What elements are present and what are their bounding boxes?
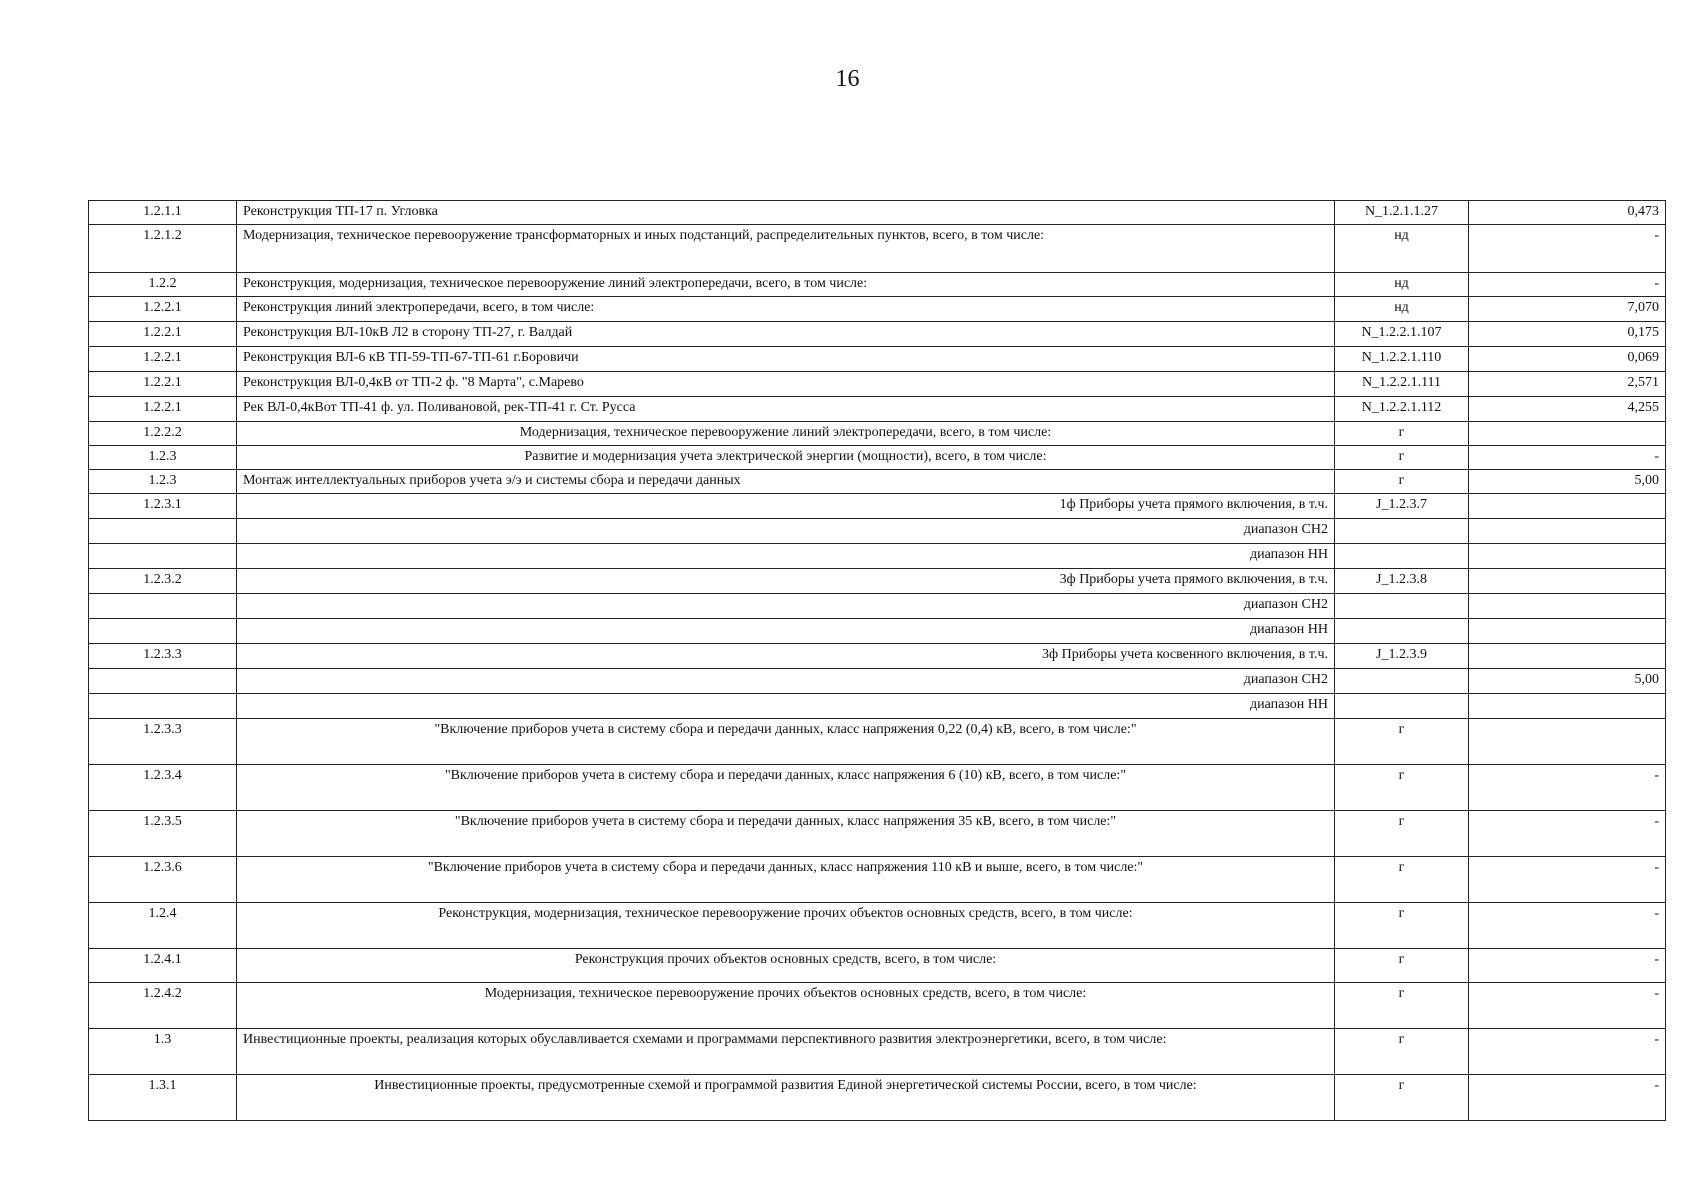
table-row xyxy=(89,1075,1666,1121)
row-name: диапазон НН xyxy=(237,544,1335,569)
row-identifier: г xyxy=(1335,811,1469,857)
row-name: Реконструкция ВЛ-10кВ Л2 в сторону ТП-27, г. Валдай xyxy=(237,322,1335,347)
row-identifier: г xyxy=(1335,470,1469,494)
table-row xyxy=(89,594,1666,619)
row-identifier: нд xyxy=(1335,273,1469,297)
row-identifier: г xyxy=(1335,857,1469,903)
row-code xyxy=(89,594,237,619)
table-row xyxy=(89,1029,1666,1075)
row-value: 4,255 xyxy=(1469,397,1666,422)
row-name: Реконструкция ВЛ-0,4кВ от ТП-2 ф. "8 Марта", с.Марево xyxy=(237,372,1335,397)
table-row xyxy=(89,446,1666,470)
table-row xyxy=(89,397,1666,422)
row-code: 1.2.1.1 xyxy=(89,201,237,225)
row-identifier: J_1.2.3.9 xyxy=(1335,644,1469,669)
row-code: 1.2.2 xyxy=(89,273,237,297)
table-row xyxy=(89,694,1666,719)
row-value: - xyxy=(1469,225,1666,273)
table-row xyxy=(89,201,1666,225)
row-code xyxy=(89,619,237,644)
row-value xyxy=(1469,519,1666,544)
row-value: - xyxy=(1469,765,1666,811)
row-identifier xyxy=(1335,519,1469,544)
row-identifier xyxy=(1335,694,1469,719)
row-code: 1.2.2.1 xyxy=(89,322,237,347)
row-value: 0,175 xyxy=(1469,322,1666,347)
row-code: 1.2.3.1 xyxy=(89,494,237,519)
row-value xyxy=(1469,619,1666,644)
row-code: 1.2.2.1 xyxy=(89,347,237,372)
row-name: "Включение приборов учета в систему сбора и передачи данных, класс напряжения 6 (10) кВ, всего, в том числе:" xyxy=(237,765,1335,811)
row-name: Развитие и модернизация учета электрической энергии (мощности), всего, в том числе: xyxy=(237,446,1335,470)
table-row xyxy=(89,857,1666,903)
table-row xyxy=(89,422,1666,446)
row-identifier: г xyxy=(1335,422,1469,446)
row-value xyxy=(1469,569,1666,594)
page-number: 16 xyxy=(835,66,860,92)
row-name: диапазон СН2 xyxy=(237,594,1335,619)
row-value: - xyxy=(1469,811,1666,857)
row-code: 1.2.3.3 xyxy=(89,719,237,765)
row-identifier: г xyxy=(1335,1075,1469,1121)
row-code: 1.2.3 xyxy=(89,470,237,494)
row-code xyxy=(89,694,237,719)
row-name: "Включение приборов учета в систему сбора и передачи данных, класс напряжения 0,22 (0,4) кВ, всего, в том числе:" xyxy=(237,719,1335,765)
row-name: диапазон СН2 xyxy=(237,519,1335,544)
row-identifier: N_1.2.2.1.110 xyxy=(1335,347,1469,372)
row-identifier: г xyxy=(1335,983,1469,1029)
row-name: Реконструкция, модернизация, техническое перевооружение прочих объектов основных средств, всего, в том числе: xyxy=(237,903,1335,949)
table-row xyxy=(89,765,1666,811)
table-row xyxy=(89,519,1666,544)
table-row xyxy=(89,983,1666,1029)
row-identifier: г xyxy=(1335,1029,1469,1075)
table-row xyxy=(89,225,1666,273)
row-name: "Включение приборов учета в систему сбора и передачи данных, класс напряжения 110 кВ и выше, всего, в том числе:" xyxy=(237,857,1335,903)
row-value: - xyxy=(1469,273,1666,297)
row-value: - xyxy=(1469,903,1666,949)
row-value xyxy=(1469,494,1666,519)
row-identifier xyxy=(1335,669,1469,694)
table-row xyxy=(89,644,1666,669)
row-name: Модернизация, техническое перевооружение прочих объектов основных средств, всего, в том числе: xyxy=(237,983,1335,1029)
row-name: Реконструкция линий электропередачи, всего, в том числе: xyxy=(237,297,1335,322)
table-row xyxy=(89,949,1666,983)
row-identifier: N_1.2.2.1.111 xyxy=(1335,372,1469,397)
investment-table xyxy=(88,200,1666,1121)
row-value xyxy=(1469,694,1666,719)
row-value: 7,070 xyxy=(1469,297,1666,322)
row-identifier: N_1.2.2.1.112 xyxy=(1335,397,1469,422)
table-row xyxy=(89,669,1666,694)
row-code: 1.2.3 xyxy=(89,446,237,470)
row-value xyxy=(1469,422,1666,446)
row-code: 1.2.3.5 xyxy=(89,811,237,857)
row-name: Модернизация, техническое перевооружение линий электропередачи, всего, в том числе: xyxy=(237,422,1335,446)
row-value: 5,00 xyxy=(1469,669,1666,694)
table-row xyxy=(89,811,1666,857)
table-row xyxy=(89,470,1666,494)
row-value xyxy=(1469,644,1666,669)
row-value: - xyxy=(1469,949,1666,983)
table-row xyxy=(89,719,1666,765)
row-identifier: г xyxy=(1335,949,1469,983)
row-identifier xyxy=(1335,619,1469,644)
row-name: диапазон НН xyxy=(237,619,1335,644)
row-identifier xyxy=(1335,544,1469,569)
row-code: 1.2.2.2 xyxy=(89,422,237,446)
row-name: "Включение приборов учета в систему сбора и передачи данных, класс напряжения 35 кВ, всего, в том числе:" xyxy=(237,811,1335,857)
row-code xyxy=(89,544,237,569)
table-row xyxy=(89,569,1666,594)
row-name: диапазон НН xyxy=(237,694,1335,719)
row-name: Монтаж интеллектуальных приборов учета э/э и системы сбора и передачи данных xyxy=(237,470,1335,494)
row-name: Реконструкция прочих объектов основных средств, всего, в том числе: xyxy=(237,949,1335,983)
row-value: - xyxy=(1469,983,1666,1029)
table-row xyxy=(89,372,1666,397)
table-body xyxy=(89,201,1666,1121)
row-name: 3ф Приборы учета косвенного включения, в т.ч. xyxy=(237,644,1335,669)
row-value: 5,00 xyxy=(1469,470,1666,494)
row-identifier: г xyxy=(1335,765,1469,811)
row-identifier: N_1.2.2.1.107 xyxy=(1335,322,1469,347)
row-code: 1.2.3.6 xyxy=(89,857,237,903)
row-code: 1.2.2.1 xyxy=(89,397,237,422)
row-value: 0,473 xyxy=(1469,201,1666,225)
row-code: 1.2.2.1 xyxy=(89,372,237,397)
row-name: Реконструкция ВЛ-6 кВ ТП-59-ТП-67-ТП-61 г.Боровичи xyxy=(237,347,1335,372)
row-code: 1.2.2.1 xyxy=(89,297,237,322)
row-name: Реконструкция ТП-17 п. Угловка xyxy=(237,201,1335,225)
row-code: 1.2.3.2 xyxy=(89,569,237,594)
table-row xyxy=(89,297,1666,322)
row-identifier xyxy=(1335,594,1469,619)
row-identifier: г xyxy=(1335,719,1469,765)
row-code xyxy=(89,519,237,544)
row-name: Инвестиционные проекты, реализация которых обуславливается схемами и программами перспективного развития электроэнергетики, всего, в том числе: xyxy=(237,1029,1335,1075)
table-row xyxy=(89,273,1666,297)
table-row xyxy=(89,494,1666,519)
row-name: Рек ВЛ-0,4кВот ТП-41 ф. ул. Поливановой, рек-ТП-41 г. Ст. Русса xyxy=(237,397,1335,422)
row-code: 1.3 xyxy=(89,1029,237,1075)
row-identifier: J_1.2.3.7 xyxy=(1335,494,1469,519)
row-identifier: N_1.2.1.1.27 xyxy=(1335,201,1469,225)
table-row xyxy=(89,903,1666,949)
row-value: 2,571 xyxy=(1469,372,1666,397)
row-identifier: г xyxy=(1335,903,1469,949)
row-value: - xyxy=(1469,1029,1666,1075)
table-row xyxy=(89,619,1666,644)
table-row xyxy=(89,544,1666,569)
row-code: 1.2.4.2 xyxy=(89,983,237,1029)
row-code: 1.2.1.2 xyxy=(89,225,237,273)
row-value: - xyxy=(1469,446,1666,470)
row-name: диапазон СН2 xyxy=(237,669,1335,694)
row-identifier: г xyxy=(1335,446,1469,470)
row-name: 1ф Приборы учета прямого включения, в т.ч. xyxy=(237,494,1335,519)
row-identifier: J_1.2.3.8 xyxy=(1335,569,1469,594)
row-code: 1.2.3.3 xyxy=(89,644,237,669)
row-value xyxy=(1469,719,1666,765)
row-name: Модернизация, техническое перевооружение трансформаторных и иных подстанций, распределительных пунктов, всего, в том числе: xyxy=(237,225,1335,273)
row-name: Инвестиционные проекты, предусмотренные схемой и программой развития Единой энергетической системы России, всего, в том числе: xyxy=(237,1075,1335,1121)
row-value: - xyxy=(1469,1075,1666,1121)
row-value: - xyxy=(1469,857,1666,903)
table-row xyxy=(89,322,1666,347)
row-value xyxy=(1469,594,1666,619)
row-code: 1.2.4 xyxy=(89,903,237,949)
table-row xyxy=(89,347,1666,372)
row-code: 1.2.4.1 xyxy=(89,949,237,983)
row-value: 0,069 xyxy=(1469,347,1666,372)
row-code xyxy=(89,669,237,694)
row-identifier: нд xyxy=(1335,297,1469,322)
row-value xyxy=(1469,544,1666,569)
row-identifier: нд xyxy=(1335,225,1469,273)
row-name: Реконструкция, модернизация, техническое перевооружение линий электропередачи, всего, в том числе: xyxy=(237,273,1335,297)
row-code: 1.3.1 xyxy=(89,1075,237,1121)
row-name: 3ф Приборы учета прямого включения, в т.ч. xyxy=(237,569,1335,594)
row-code: 1.2.3.4 xyxy=(89,765,237,811)
